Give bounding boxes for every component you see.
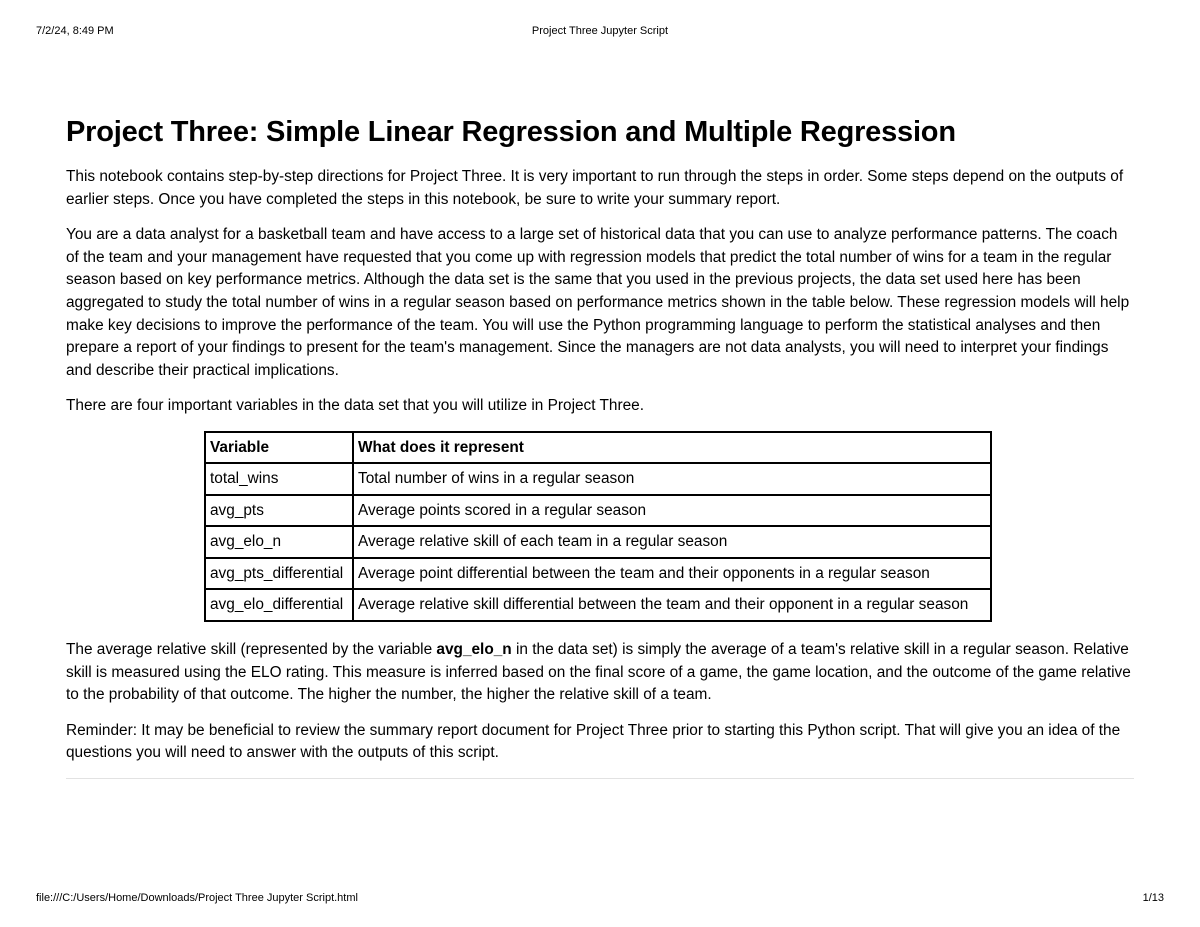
notebook-content (66, 112, 1134, 779)
relative-skill-text-after: in the data set) is simply the average of a team's relative skill in a regular season. Relative skill is measured using the ELO rating. This measure is inferred based on the final score of a game, the game location, and the outcome of the game relative to the probability of that outcome. The higher the number, the higher the relative skill of a team. (66, 640, 1131, 704)
description-cell: Average relative skill of each team in a regular season (353, 526, 991, 558)
table-row (205, 526, 991, 558)
scenario-paragraph: You are a data analyst for a basketball team and have access to a large set of historical data that you can use to analyze performance patterns. The coach of the team and your management have requested that you come up with regression models that predict the total number of wins for a team in the regular season based on key performance metrics. Although the data set is the same that you used in the previous projects, the data set used here has been aggregated to study the total number of wins in a regular season based on performance metrics shown in the table below. These regression models will help make key decisions to improve the performance of the team. You will use the Python programming language to perform the statistical analyses and then prepare a report of your findings to present for the team's management. Since the managers are not data analysts, you will need to interpret your findings and describe their practical implications. (66, 226, 1130, 379)
table-row (205, 589, 991, 621)
print-footer (36, 891, 1164, 905)
column-header-variable: Variable (205, 432, 353, 464)
variable-name-bold: avg_elo_n (436, 640, 512, 658)
print-header (36, 24, 1164, 38)
file-path: file:///C:/Users/Home/Downloads/Project Three Jupyter Script.html (36, 892, 358, 904)
description-cell: Average relative skill differential between the team and their opponent in a regular season (353, 589, 991, 621)
table-row (205, 495, 991, 527)
intro-paragraph: This notebook contains step-by-step directions for Project Three. It is very important to run through the steps in order. Some steps depend on the outputs of earlier steps. Once you have completed the steps in this notebook, be sure to write your summary report. (66, 168, 1124, 208)
description-cell: Total number of wins in a regular season (353, 463, 991, 495)
description-cell: Average point differential between the team and their opponents in a regular season (353, 558, 991, 590)
variable-cell: total_wins (205, 463, 353, 495)
page-title: Project Three: Simple Linear Regression and Multiple Regression (66, 116, 956, 148)
variable-cell: avg_pts_differential (205, 558, 353, 590)
table-row (205, 463, 991, 495)
section-divider (66, 778, 1134, 779)
variable-cell: avg_elo_n (205, 526, 353, 558)
table-row (205, 558, 991, 590)
variables-intro-paragraph: There are four important variables in the data set that you will utilize in Project Three. (66, 397, 645, 415)
print-date: 7/2/24, 8:49 PM (36, 25, 114, 37)
variable-cell: avg_elo_differential (205, 589, 353, 621)
variables-table (204, 431, 992, 622)
relative-skill-text-before: The average relative skill (represented by the variable (66, 640, 437, 658)
page-number: 1/13 (1142, 892, 1164, 904)
description-cell: Average points scored in a regular season (353, 495, 991, 527)
variable-cell: avg_pts (205, 495, 353, 527)
table-header-row (205, 432, 991, 464)
column-header-description: What does it represent (353, 432, 991, 464)
print-document-title: Project Three Jupyter Script (531, 25, 669, 37)
reminder-paragraph: Reminder: It may be beneficial to review the summary report document for Project Three prior to starting this Python script. That will give you an idea of the questions you will need to answer with the outputs of this script. (66, 721, 1121, 762)
relative-skill-paragraph (66, 639, 1134, 707)
